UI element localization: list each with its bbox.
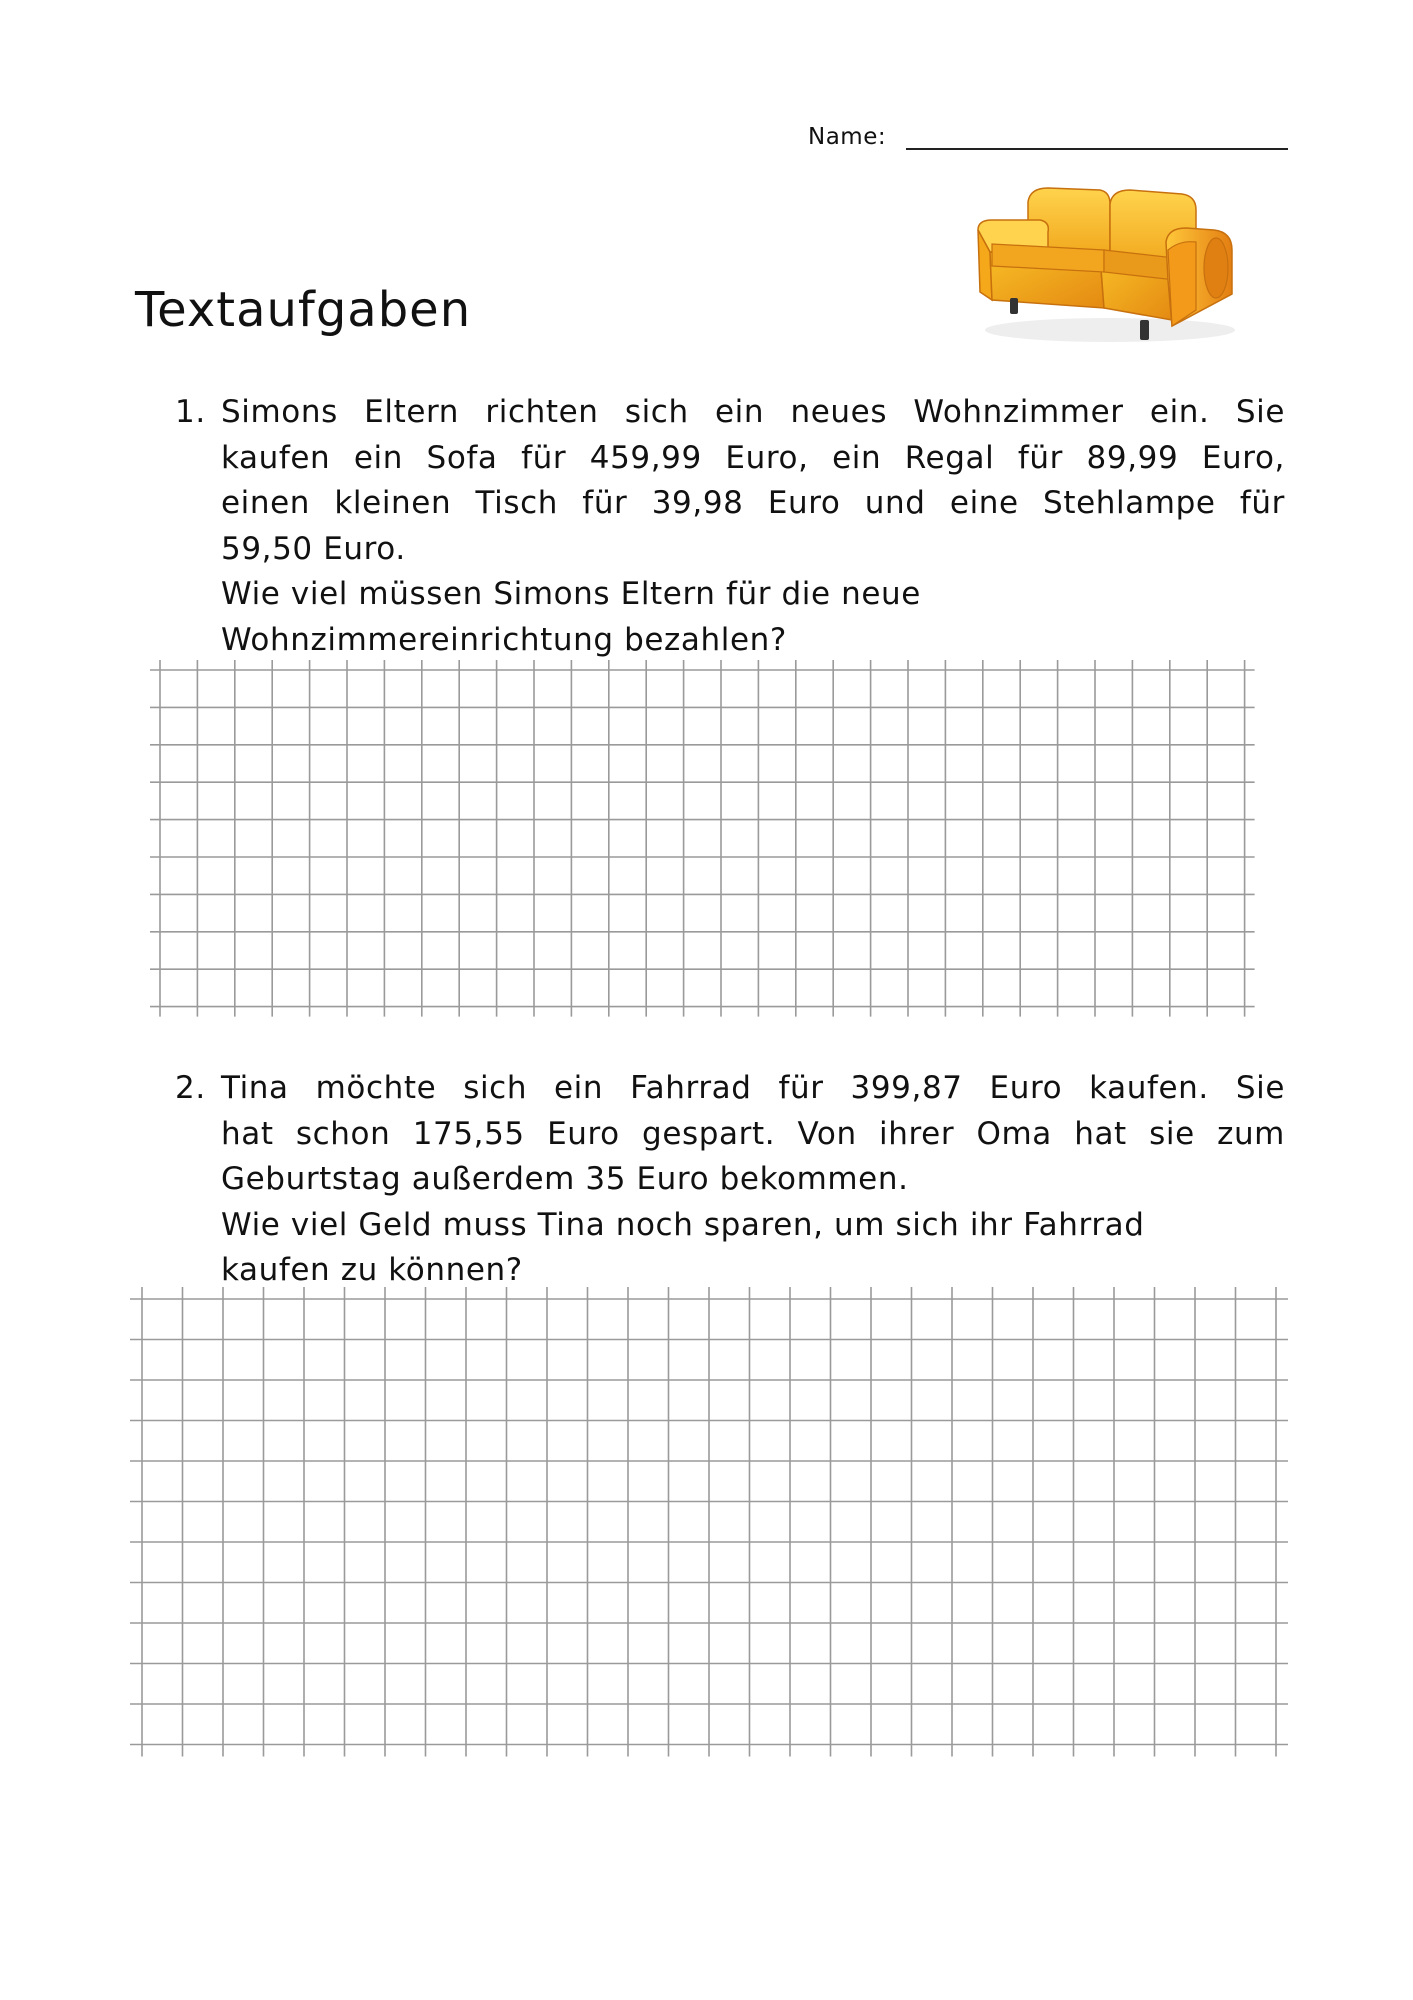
task-line: 59,50 Euro.	[221, 530, 406, 567]
answer-grid-2[interactable]	[130, 1287, 1290, 1767]
task-question: kaufen zu können?	[221, 1252, 523, 1288]
task-question: Wohnzimmereinrichtung bezahlen?	[221, 621, 787, 658]
name-field	[808, 124, 1288, 150]
task-1	[175, 390, 1285, 663]
task-line: Geburtstag außerdem 35 Euro bekommen.	[221, 1161, 909, 1197]
task-2-number: 2.	[175, 1070, 206, 1106]
name-input-line[interactable]	[906, 126, 1288, 150]
task-1-text	[221, 390, 1285, 663]
task-question: Wie viel Geld muss Tina noch sparen, um sich ihr Fahrrad	[221, 1206, 1145, 1243]
task-line: einen kleinen Tisch für 39,98 Euro und eine Stehlampe für	[221, 485, 1285, 521]
answer-grid-1[interactable]	[150, 660, 1270, 1030]
name-label: Name:	[808, 124, 887, 150]
task-2	[175, 1066, 1285, 1294]
task-2-text	[221, 1066, 1285, 1294]
task-question: Wie viel müssen Simons Eltern für die neue	[221, 576, 921, 612]
task-line: hat schon 175,55 Euro gespart. Von ihrer Oma hat sie zum	[221, 1115, 1285, 1152]
task-line: kaufen ein Sofa für 459,99 Euro, ein Regal für 89,99 Euro,	[221, 439, 1285, 476]
task-line: Simons Eltern richten sich ein neues Wohnzimmer ein. Sie	[221, 394, 1285, 430]
worksheet-title: Textaufgaben	[135, 282, 472, 338]
sofa-illustration	[970, 180, 1242, 348]
task-1-number: 1.	[175, 394, 206, 430]
task-line: Tina möchte sich ein Fahrrad für 399,87 Euro kaufen. Sie	[221, 1070, 1285, 1106]
